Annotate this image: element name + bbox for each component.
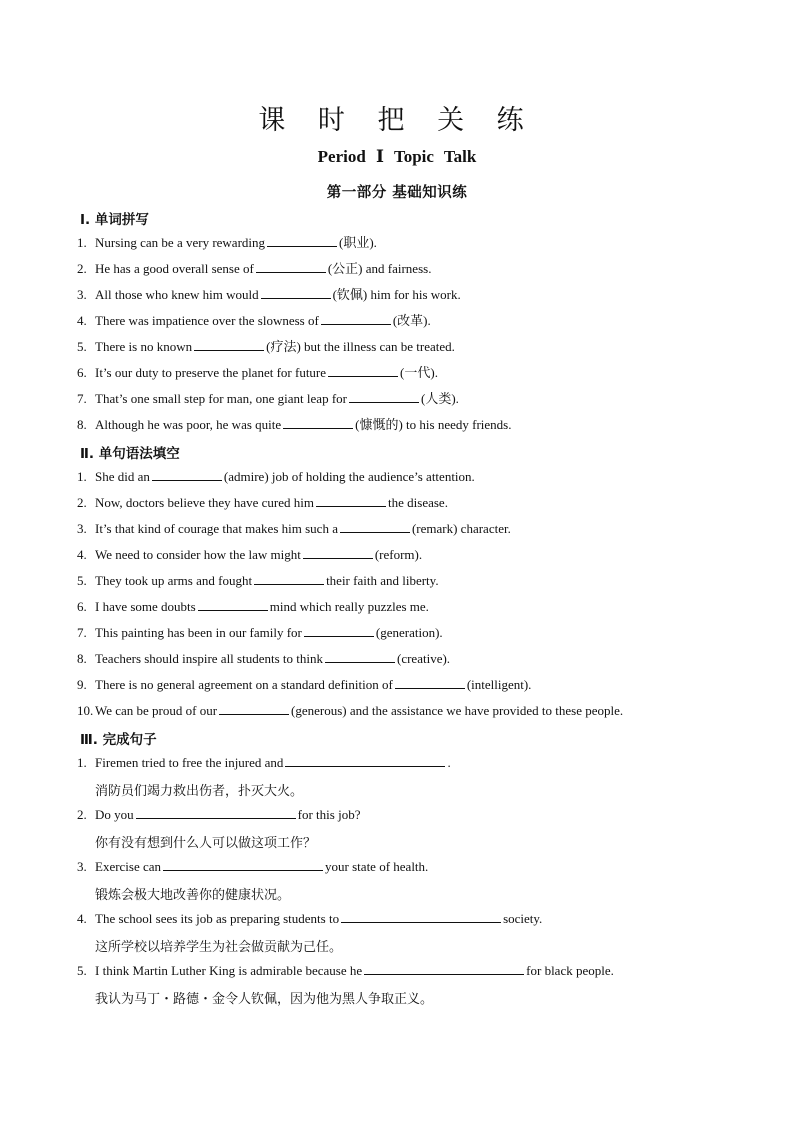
- item-text-before: We need to consider how the law might: [95, 547, 301, 562]
- item-number: 2.: [77, 261, 87, 276]
- item-text-before: He has a good overall sense of: [95, 261, 254, 276]
- answer-blank[interactable]: [325, 650, 395, 663]
- answer-blank[interactable]: [219, 702, 289, 715]
- item-text-before: We can be proud of our: [95, 703, 218, 718]
- item-text-before: Nursing can be a very rewarding: [95, 235, 266, 250]
- item-text-before: Now, doctors believe they have cured him: [95, 495, 315, 510]
- spelling-item-5: [77, 338, 455, 356]
- item-text-after: (admire) job of holding the audience’s attention.: [223, 469, 475, 484]
- answer-blank[interactable]: [349, 390, 419, 403]
- item-text-after: (人类).: [420, 391, 459, 406]
- lesson-subtitle: Period Ⅰ Topic Talk: [317, 147, 477, 166]
- item-number: 7.: [77, 625, 87, 640]
- spelling-item-1: [77, 234, 377, 252]
- item-text-before: The school sees its job as preparing students to: [95, 911, 340, 926]
- answer-blank[interactable]: [316, 494, 386, 507]
- item-number: 2.: [77, 807, 87, 822]
- grammar-item-5: [77, 572, 439, 590]
- item-number: 5.: [77, 963, 87, 978]
- sentence-item-1: [77, 754, 451, 772]
- item-number: 8.: [77, 651, 87, 666]
- item-text-before: Do you: [95, 807, 134, 822]
- item-number: 7.: [77, 391, 87, 406]
- answer-blank[interactable]: [328, 364, 398, 377]
- grammar-item-9: [77, 676, 531, 694]
- item-text-before: Firemen tried to free the injured and: [95, 755, 284, 770]
- item-text-after: (疗法) but the illness can be treated.: [266, 339, 455, 354]
- item-number: 4.: [77, 313, 87, 328]
- item-number: 3.: [77, 287, 87, 302]
- item-text-after: .: [447, 755, 451, 770]
- answer-blank[interactable]: [283, 416, 353, 429]
- item-text-after: the disease.: [388, 495, 448, 510]
- item-text-before: I have some doubts: [95, 599, 196, 614]
- item-text-after: (intelligent).: [466, 677, 532, 692]
- item-text-after: (reform).: [374, 547, 423, 562]
- item-number: 5.: [77, 339, 87, 354]
- item-number: 4.: [77, 911, 87, 926]
- answer-blank[interactable]: [256, 260, 326, 273]
- item-text-after: (职业).: [339, 235, 377, 250]
- answer-blank[interactable]: [163, 858, 323, 871]
- item-text-after: their faith and liberty.: [326, 573, 439, 588]
- item-text-after: (generation).: [375, 625, 443, 640]
- answer-blank[interactable]: [261, 286, 331, 299]
- item-text-after: mind which really puzzles me.: [269, 599, 429, 614]
- item-text-before: All those who knew him would: [95, 287, 259, 302]
- item-text-after: (creative).: [397, 651, 451, 666]
- item-number: 1.: [77, 755, 87, 770]
- chinese-translation-2: 你有没有想到什么人可以做这项工作？: [95, 836, 317, 851]
- chinese-translation-4: 这所学校以培养学生为社会做贡献为己任。: [95, 940, 343, 955]
- item-number: 3.: [77, 859, 87, 874]
- grammar-item-1: [77, 468, 475, 486]
- answer-blank[interactable]: [321, 312, 391, 325]
- answer-blank[interactable]: [303, 546, 373, 559]
- spelling-item-3: [77, 286, 461, 304]
- item-text-after: (generous) and the assistance we have provided to these people.: [291, 703, 624, 718]
- grammar-item-4: [77, 546, 422, 564]
- grammar-item-8: [77, 650, 450, 668]
- item-text-before: They took up arms and fought: [95, 573, 253, 588]
- page-title: 课 时 把 关 练: [258, 105, 536, 136]
- item-number: 6.: [77, 599, 87, 614]
- chinese-translation-3: 锻炼会极大地改善你的健康状况。: [95, 888, 291, 903]
- answer-blank[interactable]: [395, 676, 465, 689]
- answer-blank[interactable]: [285, 754, 445, 767]
- item-text-after: (改革).: [392, 313, 431, 328]
- item-number: 8.: [77, 417, 87, 432]
- item-text-before: It’s that kind of courage that makes him such a: [95, 521, 338, 536]
- item-text-before: That’s one small step for man, one giant leap for: [95, 391, 347, 406]
- item-number: 1.: [77, 469, 87, 484]
- item-text-before: Exercise can: [95, 859, 162, 874]
- item-text-after: society.: [503, 911, 543, 926]
- item-text-before: Although he was poor, he was quite: [95, 417, 282, 432]
- spelling-item-6: [77, 364, 438, 382]
- section-heading-grammar: Ⅱ. 单句语法填空: [80, 446, 180, 462]
- answer-blank[interactable]: [341, 910, 501, 923]
- item-number: 9.: [77, 677, 87, 692]
- answer-blank[interactable]: [136, 806, 296, 819]
- item-text-after: for this job?: [297, 807, 361, 822]
- item-text-after: for black people.: [526, 963, 614, 978]
- grammar-item-3: [77, 520, 511, 538]
- section-heading-spelling: Ⅰ. 单词拼写: [80, 212, 149, 228]
- item-text-after: (公正) and fairness.: [327, 261, 432, 276]
- chinese-translation-1: 消防员们竭力救出伤者，扑灭大火。: [95, 784, 304, 799]
- answer-blank[interactable]: [254, 572, 324, 585]
- item-number: 1.: [77, 235, 87, 250]
- item-text-after: your state of health.: [325, 859, 429, 874]
- item-text-after: (remark) character.: [411, 521, 511, 536]
- spelling-item-7: [77, 390, 459, 408]
- item-number: 6.: [77, 365, 87, 380]
- item-number: 4.: [77, 547, 87, 562]
- item-text-before: It’s our duty to preserve the planet for future: [95, 365, 327, 380]
- item-text-before: I think Martin Luther King is admirable because he: [95, 963, 363, 978]
- item-number: 2.: [77, 495, 87, 510]
- answer-blank[interactable]: [194, 338, 264, 351]
- answer-blank[interactable]: [198, 598, 268, 611]
- item-text-after: (钦佩) him for his work.: [332, 287, 461, 302]
- spelling-item-2: [77, 260, 431, 278]
- answer-blank[interactable]: [152, 468, 222, 481]
- item-number: 10.: [77, 703, 94, 718]
- answer-blank[interactable]: [340, 520, 410, 533]
- item-number: 5.: [77, 573, 87, 588]
- answer-blank[interactable]: [364, 962, 524, 975]
- part-heading: 第一部分 基础知识练: [326, 185, 468, 201]
- chinese-translation-5: 我认为马丁・路德・金令人钦佩，因为他为黑人争取正义。: [95, 992, 434, 1007]
- item-text-after: (慷慨的) to his needy friends.: [355, 417, 512, 432]
- item-text-before: Teachers should inspire all students to think: [95, 651, 323, 666]
- item-text-before: She did an: [95, 469, 150, 484]
- grammar-item-10: [77, 702, 623, 720]
- item-text-before: There was impatience over the slowness of: [95, 313, 319, 328]
- spelling-item-8: [77, 416, 511, 434]
- item-text-before: This painting has been in our family for: [95, 625, 302, 640]
- grammar-item-2: [77, 494, 448, 512]
- sentence-item-5: [77, 962, 614, 980]
- grammar-item-7: [77, 624, 443, 642]
- answer-blank[interactable]: [304, 624, 374, 637]
- grammar-item-6: [77, 598, 429, 616]
- spelling-item-4: [77, 312, 431, 330]
- answer-blank[interactable]: [267, 234, 337, 247]
- sentence-item-2: [77, 806, 360, 824]
- item-text-after: (一代).: [400, 365, 438, 380]
- section-heading-sentences: Ⅲ. 完成句子: [80, 732, 157, 748]
- item-number: 3.: [77, 521, 87, 536]
- sentence-item-3: [77, 858, 428, 876]
- item-text-before: There is no general agreement on a standard definition of: [95, 677, 393, 692]
- sentence-item-4: [77, 910, 542, 928]
- item-text-before: There is no known: [95, 339, 193, 354]
